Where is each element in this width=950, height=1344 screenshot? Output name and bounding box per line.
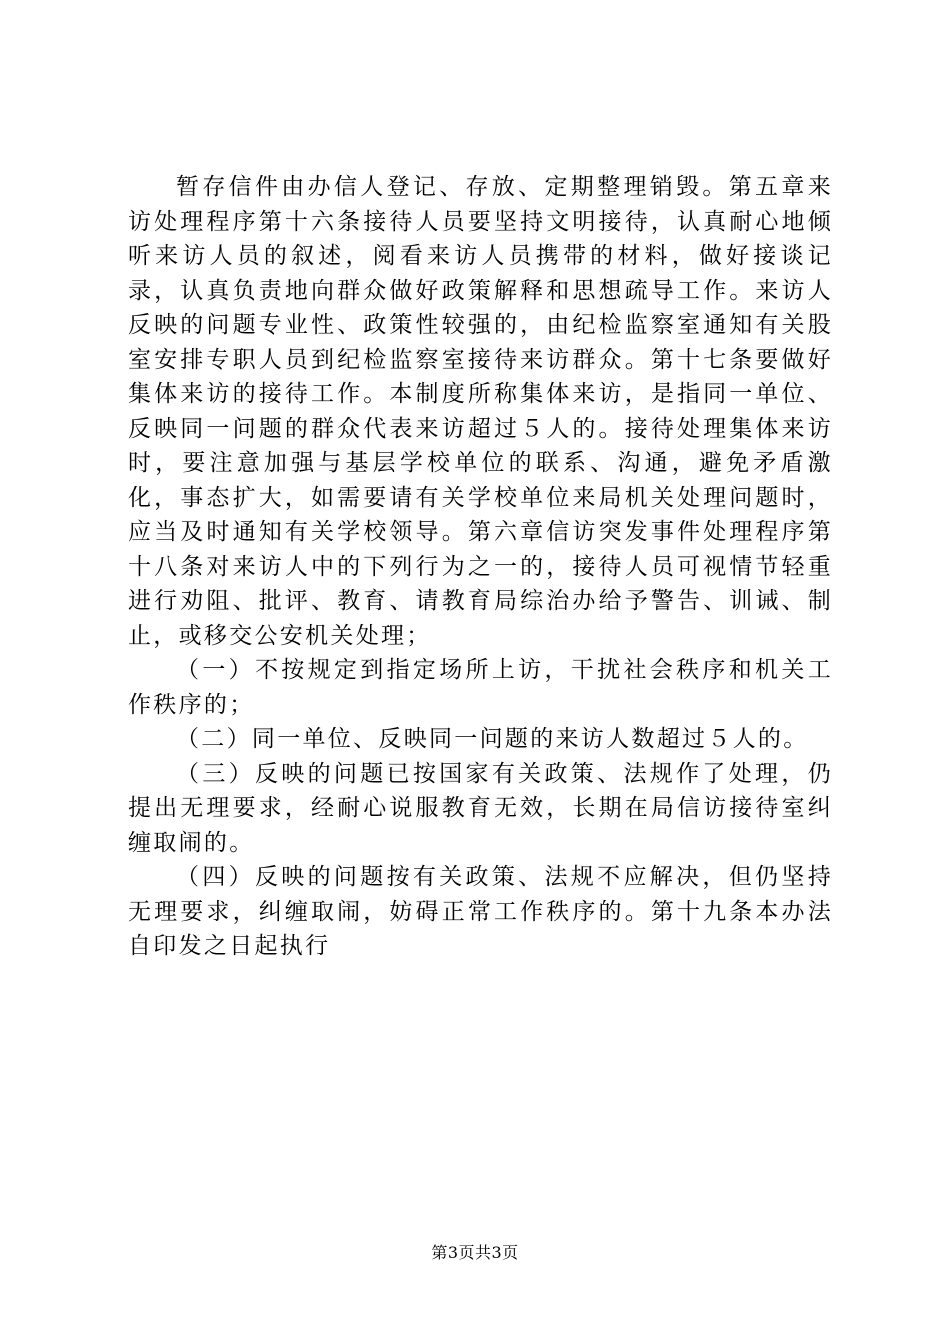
paragraph-item-2: （二）同一单位、反映同一问题的来访人数超过５人的。 [176,726,809,752]
paragraph-item-1: （一）不按规定到指定场所上访，干扰社会秩序和机关工作秩序的； [128,657,833,718]
paragraph-main: 暂存信件由办信人登记、存放、定期整理销毁。第五章来访处理程序第十六条接待人员要坚持文明接待，认真耐心地倾听来访人员的叙述，阅看来访人员携带的材料，做好接谈记录，认真负责地向群众做好政策解释和思想疏导工作。来访人反映的问题专业性、政策性较强的，由纪检监察室通知有关股室安排专职人员到纪检监察室接待来访群众。第十七条要做好集体来访的接待工作。本制度所称集体来访，是指同一单位、反映同一问题的群众代表来访超过５人的。接待处理集体来访时，要注意加强与基层学校单位的联系、沟通，避免矛盾激化，事态扩大，如需要请有关学校单位来局机关处理问题时，应当及时通知有关学校领导。第六章信访突发事件处理程序第十八条对来访人中的下列行为之一的，接待人员可视情节轻重进行劝阻、批评、教育、请教育局综治办给予警告、训诫、制止，或移交公安机关处理； [128,174,833,649]
page-number-total: 共3页 [475,1243,519,1262]
page-footer [0,1243,950,1263]
page-number-current: 第3页 [431,1243,475,1262]
paragraph-item-3: （三）反映的问题已按国家有关政策、法规作了处理，仍提出无理要求，经耐心说服教育无效，长期在局信访接待室纠缠取闹的。 [128,760,833,856]
paragraph-item-4: （四）反映的问题按有关政策、法规不应解决，但仍坚持无理要求，纠缠取闹，妨碍正常工作秩序的。第十九条本办法自印发之日起执行 [128,864,833,959]
document-body [128,170,833,964]
